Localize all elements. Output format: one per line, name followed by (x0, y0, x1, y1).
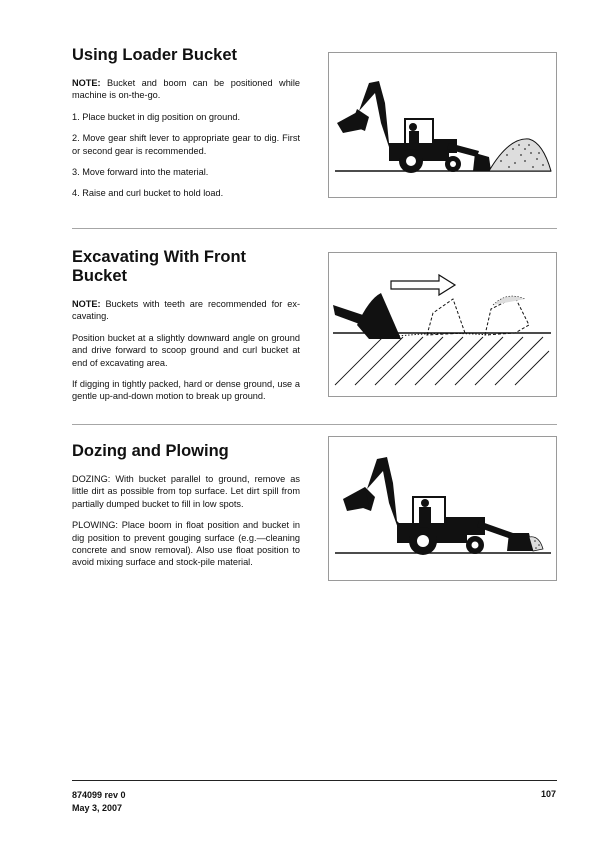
backhoe-dozing-icon (329, 437, 556, 580)
note-label: NOTE: (72, 78, 101, 88)
doc-date: May 3, 2007 (72, 802, 123, 813)
paragraph: PLOWING: Place boom in float position and bucket in dig position to prevent gouging surface (e.g.—cleaning concrete and snow removal). Also use float position to avoid mixing surface and stock-pile material. (72, 520, 300, 568)
dozing-illustration (328, 436, 557, 581)
paragraph: If digging in tightly packed, hard or dense ground, use a gentle up-and-down motion to break up ground. (72, 379, 300, 402)
section-text (72, 46, 300, 209)
doc-number: 874099 rev 0 (72, 790, 126, 800)
paragraph: DOZING: With bucket parallel to ground, remove as little dirt as possible from top surface. Let dirt spill from partially dumped bucket to fill in low spots. (72, 474, 300, 509)
section-title: Excavating With Front Bucket (72, 248, 247, 285)
step-item: 3. Move forward into the material. (72, 167, 209, 178)
paragraph: Position bucket at a slightly downward angle on ground and drive forward to scoop ground and curl bucket at end of excavating area. (72, 332, 300, 368)
step-item: 1. Place bucket in dig position on ground. (72, 111, 241, 122)
footer-divider (72, 780, 557, 781)
excavating-illustration (328, 252, 557, 397)
note (72, 77, 300, 102)
loader-bucket-illustration (328, 52, 557, 198)
section-text (72, 248, 300, 412)
page-number: 107 (540, 789, 556, 799)
section-title: Dozing and Plowing (72, 442, 229, 460)
step-item: 2. Move gear shift lever to appropriate gear to dig. First or second gear is recommended. (72, 133, 300, 156)
section-title: Using Loader Bucket (72, 46, 238, 64)
note (72, 298, 300, 323)
section-divider (72, 424, 557, 425)
excavating-bucket-sequence-icon (329, 253, 556, 396)
step-item: 4. Raise and curl bucket to hold load. (72, 188, 224, 199)
note-text: Buckets with teeth are recommended for ex-cavating. (72, 299, 300, 322)
backhoe-loading-pile-icon (329, 53, 556, 197)
section-divider (72, 228, 557, 229)
footer-doc-info (72, 789, 126, 814)
note-text: Bucket and boom can be positioned while machine is on-the-go. (72, 78, 300, 101)
note-label: NOTE: (72, 299, 101, 309)
section-text (72, 442, 300, 578)
